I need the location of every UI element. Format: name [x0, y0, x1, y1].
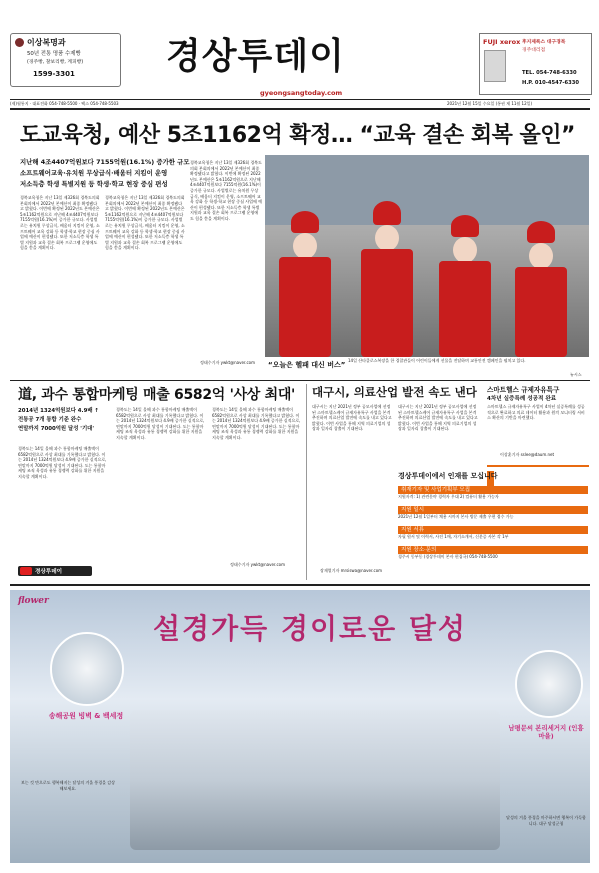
story2-subhead-1: 2014년 1324억원보다 4.9배 ↑	[18, 408, 99, 414]
story4-byline: 이상훈기자 sslee@daum.net	[500, 452, 555, 457]
photo-credit: 뉴시스	[570, 372, 582, 377]
lead-body	[20, 195, 100, 355]
story2-byline: 정태수기자 ywkt@naver.com	[230, 562, 286, 567]
story2-headline: 道, 과수 통합마케팅 매출 6582억 '사상 최대'	[18, 387, 296, 403]
festival-ad	[10, 590, 590, 863]
recruit-label-3: 지원 서류	[398, 526, 588, 534]
santa-face-4	[529, 243, 553, 269]
recruit-text-3: 자필 원서 및 이력서, 사진 1매, 자기소개서, 신분증 사본 각 1부	[398, 534, 509, 539]
lead-subhead-3: 저소득층 학생 특별지원 등 학생·학교 현장 중심 편성	[20, 180, 168, 188]
lead-body-2	[105, 195, 185, 355]
recruit-label-4: 지원 장소·문의	[398, 546, 588, 554]
recruit-label-1: 취재기자 및 사업기획부 모집	[398, 486, 588, 494]
right-ad	[479, 33, 592, 95]
lead-body-3	[190, 160, 262, 355]
header	[0, 0, 599, 120]
santa-body-1	[279, 257, 331, 357]
recruit-title: 경상투데이에서 인재를 모십니다	[398, 472, 498, 480]
promo-box	[10, 33, 121, 87]
santa-hat-1	[291, 211, 319, 233]
website-url: gyeongsangtoday.com	[260, 89, 343, 97]
right-circle-label: 남평문씨 본리세거지 (인흥마을)	[508, 724, 584, 740]
story3-headline: 대구시, 의료산업 발전 속도 낸다	[312, 385, 477, 399]
lead-body-text-2: 경북교육청은 지난 13일 제326회 경북도의회 본회의에서 2022년 본예산이 최종 확정됐다고 밝혔다. 이번에 확정된 2022년도 본예산은 5조1162억원으로 지난해 4조4407억원보다 7155억원(16.1%)이 증가한 규모다. 사업별로는 유치원 무상급식, 배움터 지킴이 운영, 소프트웨어 교육 강화 등 학생·학교 현장 중심 사업에 예산이 편성됐다. 또한 저소득층 학생 특별 지원과 교육 결손 회복 프로그램 운영에도 힘을 쏟을 계획이다.	[105, 195, 185, 251]
santa-hat-4	[527, 221, 555, 243]
section-rule-2	[10, 584, 590, 586]
masthead: 경상투데이	[166, 36, 345, 77]
recruit-section-1	[398, 486, 588, 500]
right-ad-phone-2: H.P. 010-4547-6330	[522, 80, 579, 86]
santa-body-4	[515, 267, 567, 357]
story4-body-text: 스마트헬스 규제자유특구 사업이 4차년 실증특례를 성공적으로 완료하고 의료 데이터 활용과 원격 모니터링 서비스 확산의 기반을 마련했다.	[487, 404, 585, 421]
santa-hat-3	[451, 215, 479, 237]
column-divider	[306, 384, 307, 580]
photo-caption-title: “오늘은 헬패 대신 버스”	[268, 361, 346, 369]
story2-body-text-2: 경북도는 14일 올해 과수 통합마케팅 매출액이 6582억원으로 사상 최대를 기록했다고 밝혔다. 이는 2014년 1324억원보다 4.9배 증가한 실적으로, 연말까지 7000억원 달성이 기대된다. 도는 통합마케팅 조직 육성과 유통 경쟁력 강화를 위한 지원을 지속할 계획이다.	[116, 407, 205, 440]
promo-phone: 1599-3301	[33, 70, 75, 78]
right-ad-line-2: 경주대리점	[522, 48, 546, 53]
header-meta: (제)월통지 · 대표전화 054-748-5500 · 팩스 054-748-5503	[10, 101, 119, 106]
left-circle-photo	[50, 632, 124, 706]
lead-subhead-1: 지난해 4조4407억원보다 7155억원(16.1%) 증가한 규모	[20, 158, 190, 166]
santa-face-1	[293, 233, 317, 259]
right-circle-photo	[515, 650, 583, 718]
recruit-text-2: 2021년 12월 1일부터 채용 시까지 본사 방문 제출 우편 접수 가능	[398, 514, 514, 519]
lead-subheads	[20, 157, 210, 190]
youtube-icon	[20, 567, 32, 575]
lead-body-text: 경북교육청은 지난 13일 제326회 경북도의회 본회의에서 2022년 본예산이 최종 확정됐다고 밝혔다. 이번에 확정된 2022년도 본예산은 5조1162억원으로 지난해 4조4407억원보다 7155억원(16.1%)이 증가한 규모다. 사업별로는 유치원 무상급식, 배움터 지킴이 운영, 소프트웨어 교육 강화 등 학생·학교 현장 중심 사업에 예산이 편성됐다. 또한 저소득층 학생 특별 지원과 교육 결손 회복 프로그램 운영에도 힘을 쏟을 계획이다.	[20, 195, 100, 251]
santa-body-2	[361, 249, 413, 357]
story4-body	[487, 404, 587, 454]
story2-body-1	[18, 446, 108, 566]
flower-logo: flower	[18, 596, 49, 606]
festival-right-note: 달성의 겨울 풍경을 마주하시면 행복이 가득합니다. 대구 달성군청	[506, 815, 586, 826]
lead-subhead-2: 소프트웨어교육·유치원 무상급식·배움터 지킴이 운영	[20, 169, 168, 177]
header-rule	[10, 99, 590, 100]
lead-body-text-3: 경북교육청은 지난 13일 제326회 경북도의회 본회의에서 2022년 본예산이 최종 확정됐다고 밝혔다. 이번에 확정된 2022년도 본예산은 5조1162억원으로 지난해 4조4407억원보다 7155억원(16.1%)이 증가한 규모다. 사업별로는 유치원 무상급식, 배움터 지킴이 운영, 소프트웨어 교육 강화 등 학생·학교 현장 중심 사업에 예산이 편성됐다. 또한 저소득층 학생 특별 지원과 교육 결손 회복 프로그램 운영에도 힘을 쏟을 계획이다.	[190, 160, 262, 221]
header-rule-bottom	[10, 108, 590, 110]
recruit-text-4: 경주시 동부동 (경상투데이 본사 편집국) 054-748-5500	[398, 554, 498, 559]
story2-subheads	[18, 407, 114, 434]
recruit-box	[487, 465, 589, 579]
youtube-badge[interactable]	[18, 566, 92, 576]
story4-subhead: 4차년 실증특례 성공적 완료	[487, 396, 557, 402]
santa-face-3	[453, 237, 477, 263]
copier-image	[484, 50, 506, 82]
festival-title: 설경가득 경이로운 달성	[153, 612, 467, 645]
issue-line: 2021년 12월 15일 수요일 (통권 제 11월 12일)	[447, 101, 533, 106]
village-illustration	[130, 710, 500, 850]
santa-hat-2	[373, 201, 401, 225]
promo-icon	[15, 38, 24, 47]
story3-byline: 장재열기자 mrsiswa@naver.com	[320, 568, 383, 573]
recruit-label-2: 지원 일시	[398, 506, 588, 514]
santa-face-2	[375, 225, 399, 251]
lead-headline: 도교육청, 예산 5조1162억 확정… “교육 결손 회복 올인”	[20, 123, 575, 148]
story2-body-text-1: 경북도는 14일 올해 과수 통합마케팅 매출액이 6582억원으로 사상 최대를 기록했다고 밝혔다. 이는 2014년 1324억원보다 4.9배 증가한 실적으로, 연말까지 7000억원 달성이 기대된다. 도는 통합마케팅 조직 육성과 유통 경쟁력 강화를 위한 지원을 지속할 계획이다.	[18, 446, 107, 479]
story3-body-2	[398, 404, 480, 564]
promo-title: 이상복명과	[27, 38, 66, 47]
photo-caption: 14일 산타클로스복장을 한 경찰관들이 어린이들에게 선물을 전달하며 교통안전 캠페인을 펼치고 있다.	[348, 358, 526, 363]
santa-body-3	[439, 261, 491, 357]
recruit-section-3	[398, 526, 588, 540]
lead-byline: 정태수기자 ywkt@naver.com	[200, 360, 256, 365]
story2-body-2	[116, 407, 206, 567]
story2-subhead-2: 전통공 7개 통합 기준 완수	[18, 417, 82, 423]
youtube-label: 경상투데이	[35, 569, 63, 575]
story2-subhead-3: 연말까지 7000억원 달성 '기대'	[18, 426, 95, 432]
recruit-text-1: 지원자격: 1) 관련분야 경력자 우대 2) 컴퓨터 활용 가능자	[398, 494, 499, 499]
story2-body-text-3: 경북도는 14일 올해 과수 통합마케팅 매출액이 6582억원으로 사상 최대를 기록했다고 밝혔다. 이는 2014년 1324억원보다 4.9배 증가한 실적으로, 연말까지 7000억원 달성이 기대된다. 도는 통합마케팅 조직 육성과 유통 경쟁력 강화를 위한 지원을 지속할 계획이다.	[212, 407, 301, 440]
story4-headline: 스마트헬스 규제자유특구	[487, 386, 560, 394]
recruit-section-4	[398, 546, 588, 560]
left-circle-label: 송해공원 빙벽 & 백세정	[48, 712, 124, 720]
lead-photo	[265, 155, 589, 357]
story2-body-3	[212, 407, 302, 557]
story3-body-1	[312, 404, 394, 564]
promo-line-1: 50년 전통 명품 수제빵	[27, 51, 81, 57]
recruit-section-2	[398, 506, 588, 520]
promo-line-2: (경주빵, 찰보리빵, 계피빵)	[27, 60, 84, 65]
story3-body-text-2: 대구시는 지난 2021년 정부 공모사업에 선정된 스마트헬스케어 규제자유특구 사업을 본격 추진하며 의료산업 발전에 속도를 내고 있다고 밝혔다. 이번 사업을 통해 지역 의료기업의 성장과 일자리 창출이 기대된다.	[398, 404, 478, 432]
section-rule-1	[10, 380, 590, 381]
right-ad-line-1: 후지제록스 대구경북	[522, 40, 566, 45]
festival-left-note: 보는 것 만으로도 행복해지는 달성의 겨울 풍경을 감상해보세요.	[21, 780, 115, 791]
story3-body-text-1: 대구시는 지난 2021년 정부 공모사업에 선정된 스마트헬스케어 규제자유특구 사업을 본격 추진하며 의료산업 발전에 속도를 내고 있다고 밝혔다. 이번 사업을 통해 지역 의료기업의 성장과 일자리 창출이 기대된다.	[312, 404, 392, 432]
right-ad-phone-1: TEL. 054-748-6330	[522, 70, 577, 76]
fuji-logo: FUJI xerox	[483, 38, 521, 46]
